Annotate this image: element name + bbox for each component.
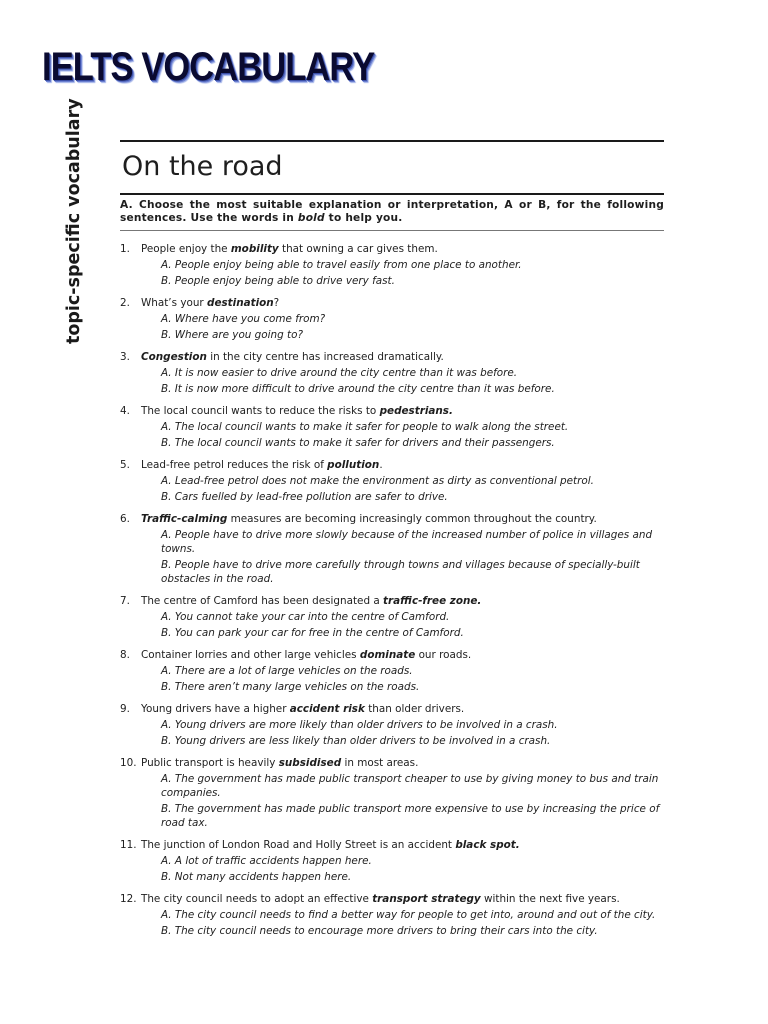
option-b: B. You can park your car for free in the centre of Camford. xyxy=(161,627,464,639)
question-item xyxy=(120,350,664,396)
question-number: 12. xyxy=(120,893,137,905)
option-b: B. The government has made public transport more expensive to use by increasing the price of road tax. xyxy=(161,803,660,829)
question-text: Container lorries and other large vehicles dominate our roads. xyxy=(141,649,472,661)
option-a: A. People have to drive more slowly because of the increased number of police in villages and towns. xyxy=(161,529,653,555)
question-text: Young drivers have a higher accident risk than older drivers. xyxy=(141,703,465,715)
question-number: 8. xyxy=(120,649,130,661)
question-text: The centre of Camford has been designated a traffic-free zone. xyxy=(141,595,482,607)
question-text: The city council needs to adopt an effective transport strategy within the next five years. xyxy=(141,893,620,905)
question-item xyxy=(120,648,664,694)
brand-title: IELTS VOCABULARY xyxy=(42,45,375,89)
option-a: A. You cannot take your car into the centre of Camford. xyxy=(161,611,450,623)
instructions-text: A. Choose the most suitable explanation or interpretation, A or B, for the following sentences. Use the words in xyxy=(120,199,664,224)
question-number: 2. xyxy=(120,297,130,309)
question-text: Traffic-calming measures are becoming increasingly common throughout the country. xyxy=(141,513,597,525)
worksheet xyxy=(120,140,664,946)
question-number: 9. xyxy=(120,703,130,715)
top-rule xyxy=(120,140,664,142)
option-b: B. People enjoy being able to drive very fast. xyxy=(161,275,395,287)
page-title: On the road xyxy=(122,151,283,182)
option-b: B. It is now more difficult to drive around the city centre than it was before. xyxy=(161,383,555,395)
question-item xyxy=(120,458,664,504)
question-number: 5. xyxy=(120,459,130,471)
question-text: The local council wants to reduce the risks to pedestrians. xyxy=(141,405,453,417)
key-term: pedestrians. xyxy=(379,405,453,417)
question-item xyxy=(120,838,664,884)
key-term: destination xyxy=(207,297,274,309)
option-a: A. The city council needs to find a better way for people to get into, around and out of the city. xyxy=(161,909,656,921)
key-term: traffic-free zone. xyxy=(383,595,482,607)
question-item xyxy=(120,594,664,640)
option-a: A. It is now easier to drive around the city centre than it was before. xyxy=(161,367,518,379)
option-b: B. People have to drive more carefully through towns and villages because of specially-built obstacles in the road. xyxy=(161,559,640,585)
key-term: dominate xyxy=(359,649,416,661)
option-a: A. Lead-free petrol does not make the environment as dirty as conventional petrol. xyxy=(161,475,594,487)
key-term: transport strategy xyxy=(372,893,481,905)
question-number: 4. xyxy=(120,405,130,417)
key-term: Traffic-calming xyxy=(141,513,228,525)
key-term: mobility xyxy=(230,243,279,255)
question-item xyxy=(120,242,664,288)
question-item xyxy=(120,892,664,938)
option-a: A. The local council wants to make it safer for people to walk along the street. xyxy=(161,421,569,433)
option-a: A. There are a lot of large vehicles on the roads. xyxy=(161,665,413,677)
key-term: accident risk xyxy=(289,703,365,715)
option-b: B. Cars fuelled by lead-free pollution are safer to drive. xyxy=(161,491,448,503)
question-text: Public transport is heavily subsidised in most areas. xyxy=(141,757,419,769)
option-b: B. Where are you going to? xyxy=(161,329,303,341)
question-item xyxy=(120,512,664,586)
instructions-text-end: to help you. xyxy=(324,212,403,224)
question-number: 6. xyxy=(120,513,130,525)
option-b: B. Young drivers are less likely than older drivers to be involved in a crash. xyxy=(161,735,551,747)
question-text: People enjoy the mobility that owning a car gives them. xyxy=(141,243,438,255)
instructions xyxy=(120,193,664,231)
question-text: The junction of London Road and Holly Street is an accident black spot. xyxy=(141,839,520,851)
question-item xyxy=(120,296,664,342)
question-list xyxy=(120,242,664,938)
question-text: What’s your destination? xyxy=(141,297,280,309)
question-number: 10. xyxy=(120,757,137,769)
side-label: topic-specific vocabulary xyxy=(64,98,84,344)
option-b: B. Not many accidents happen here. xyxy=(161,871,352,883)
key-term: black spot. xyxy=(455,839,520,851)
question-item xyxy=(120,404,664,450)
question-item xyxy=(120,702,664,748)
question-text: Lead-free petrol reduces the risk of pollution. xyxy=(141,459,383,471)
question-number: 1. xyxy=(120,243,130,255)
question-number: 11. xyxy=(120,839,137,851)
option-a: A. A lot of traffic accidents happen here. xyxy=(161,855,372,867)
option-b: B. The city council needs to encourage more drivers to bring their cars into the city. xyxy=(161,925,598,937)
option-a: A. Where have you come from? xyxy=(161,313,326,325)
option-b: B. The local council wants to make it safer for drivers and their passengers. xyxy=(161,437,555,449)
option-a: A. The government has made public transport cheaper to use by giving money to bus and train companies. xyxy=(161,773,659,799)
question-item xyxy=(120,756,664,830)
instructions-bold-word: bold xyxy=(297,212,325,224)
key-term: subsidised xyxy=(278,757,342,769)
option-b: B. There aren’t many large vehicles on the roads. xyxy=(161,681,420,693)
question-text: Congestion in the city centre has increased dramatically. xyxy=(141,351,444,363)
option-a: A. Young drivers are more likely than older drivers to be involved in a crash. xyxy=(161,719,558,731)
option-a: A. People enjoy being able to travel easily from one place to another. xyxy=(161,259,522,271)
question-number: 7. xyxy=(120,595,130,607)
key-term: pollution xyxy=(327,459,380,471)
key-term: Congestion xyxy=(141,351,207,363)
question-number: 3. xyxy=(120,351,130,363)
